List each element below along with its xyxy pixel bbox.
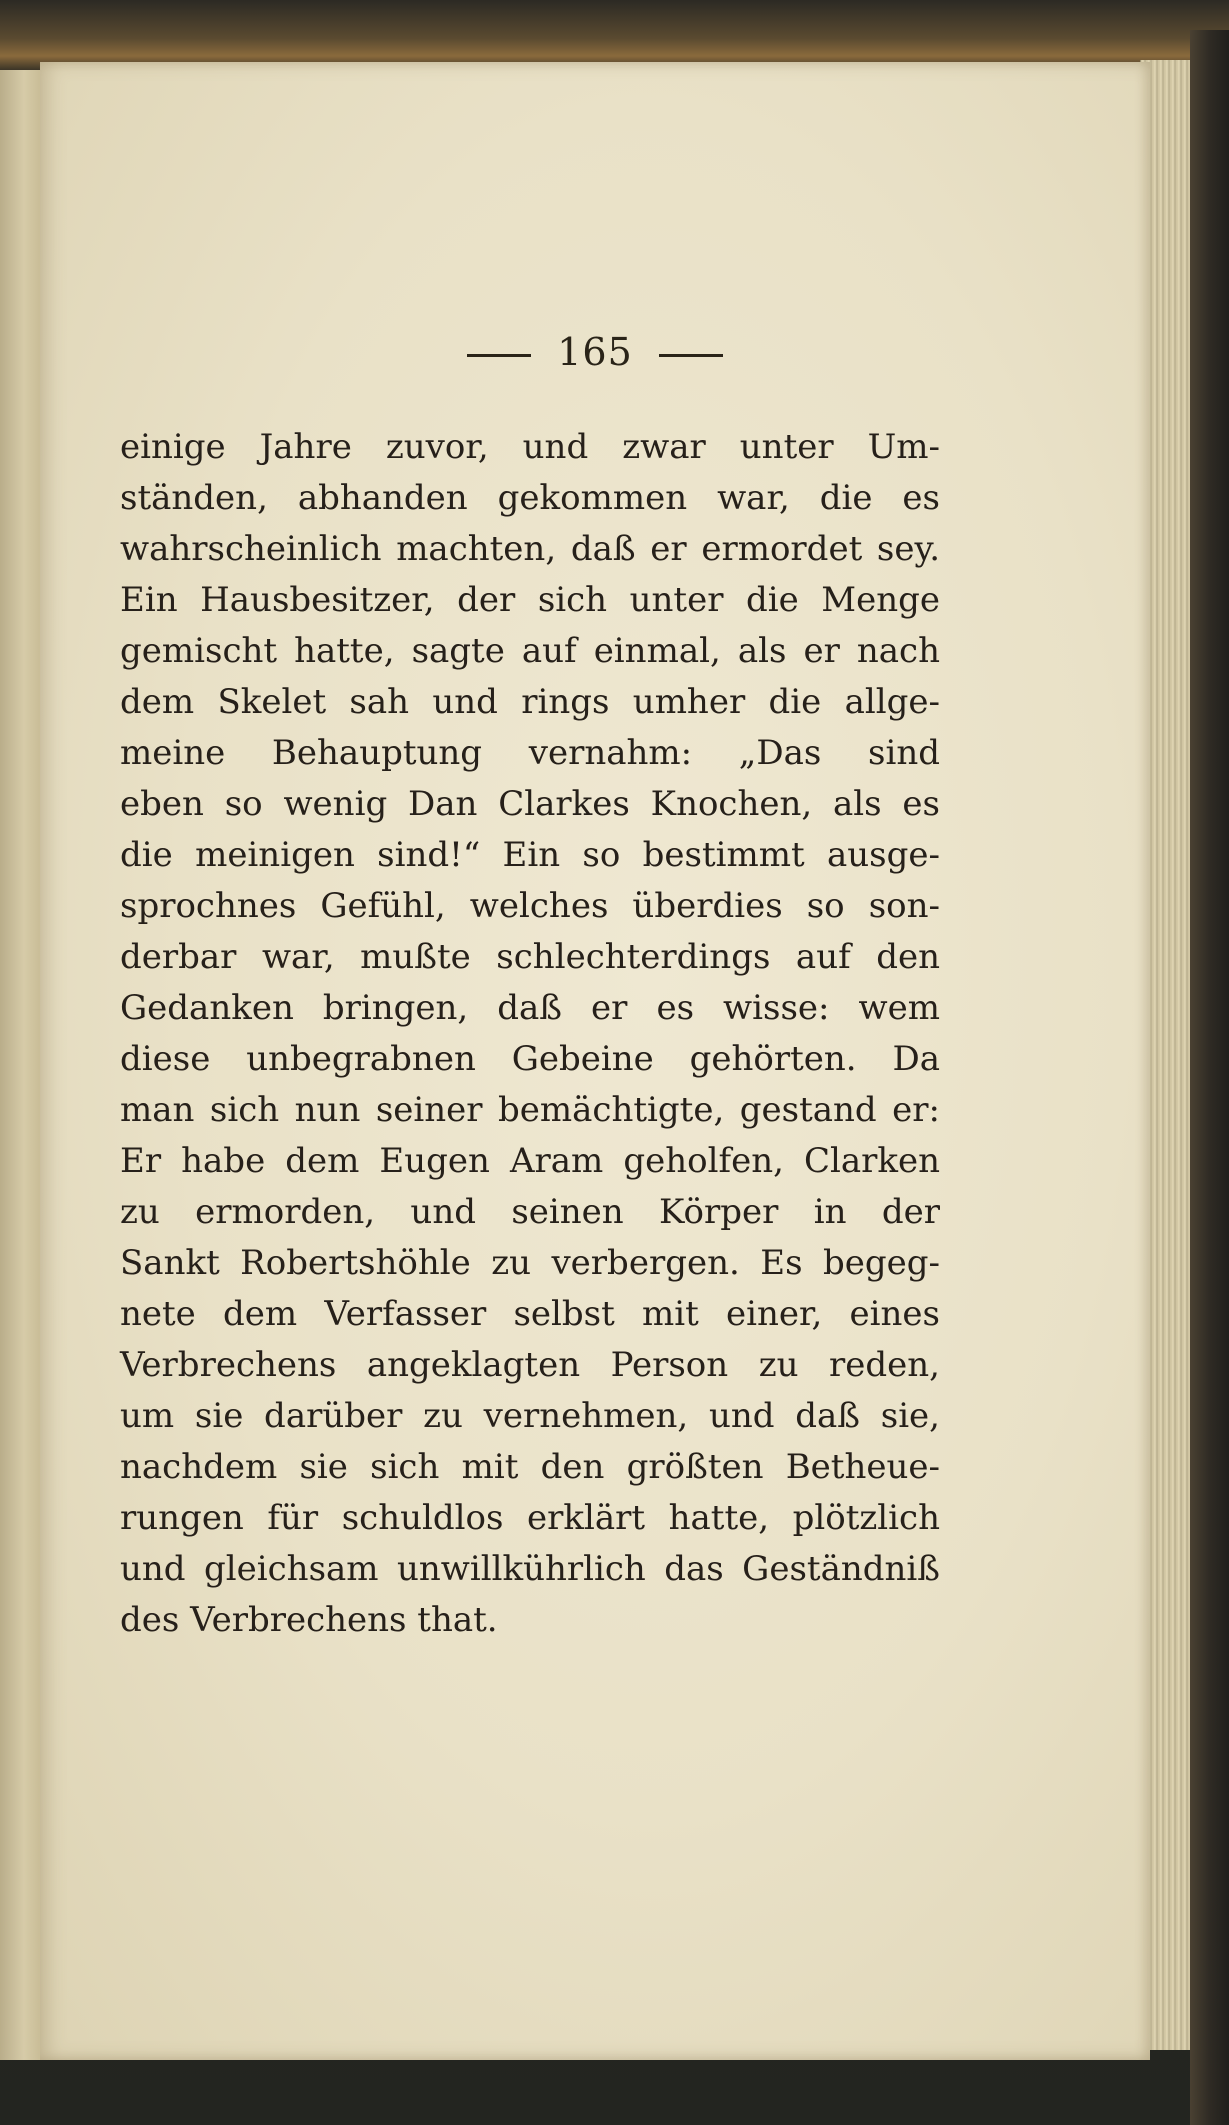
page-number-header	[40, 330, 1150, 374]
text-line: und gleichsam unwillkührlich das Geständniß	[120, 1549, 940, 1589]
book-cover-top-edge	[0, 0, 1229, 70]
text-line: dem Skelet sah und rings umher die allge-	[120, 682, 940, 722]
text-line: um sie darüber zu vernehmen, und daß sie,	[120, 1396, 940, 1436]
text-line: Verbrechens angeklagten Person zu reden,	[120, 1345, 940, 1385]
book-page	[40, 62, 1150, 2060]
text-line: derbar war, mußte schlechterdings auf den	[120, 937, 940, 977]
text-line: Ein Hausbesitzer, der sich unter die Menge	[120, 580, 940, 620]
text-line: nachdem sie sich mit den größten Betheue-	[120, 1447, 940, 1487]
text-line: gemischt hatte, sagte auf einmal, als er nach	[120, 631, 940, 671]
left-dash	[467, 354, 531, 357]
text-line: ständen, abhanden gekommen war, die es	[120, 478, 940, 518]
text-line: zu ermorden, und seinen Körper in der	[120, 1192, 940, 1232]
text-line: eben so wenig Dan Clarkes Knochen, als es	[120, 784, 940, 824]
text-line: Gedanken bringen, daß er es wisse: wem	[120, 988, 940, 1028]
text-line: meine Behauptung vernahm: „Das sind	[120, 733, 940, 773]
right-dash	[659, 354, 723, 357]
text-line: Er habe dem Eugen Aram geholfen, Clarken	[120, 1141, 940, 1181]
text-line: sprochnes Gefühl, welches überdies so son-	[120, 886, 940, 926]
page-body-text	[120, 422, 940, 1646]
text-line: wahrscheinlich machten, daß er ermordet sey.	[120, 529, 940, 569]
facing-page-edge	[0, 70, 42, 2060]
page-number: 165	[557, 330, 633, 374]
text-line: diese unbegrabnen Gebeine gehörten. Da	[120, 1039, 940, 1079]
text-line: des Verbrechens that.	[120, 1600, 498, 1640]
text-line: nete dem Verfasser selbst mit einer, eines	[120, 1294, 940, 1334]
text-line: Sankt Robertshöhle zu verbergen. Es begeg-	[120, 1243, 940, 1283]
text-line: rungen für schuldlos erklärt hatte, plötzlich	[120, 1498, 940, 1538]
text-line: einige Jahre zuvor, und zwar unter Um-	[120, 427, 940, 467]
text-line: man sich nun seiner bemächtigte, gestand er:	[120, 1090, 940, 1130]
book-cover-right-edge	[1190, 30, 1229, 2125]
text-line: die meinigen sind!“ Ein so bestimmt ausge-	[120, 835, 940, 875]
